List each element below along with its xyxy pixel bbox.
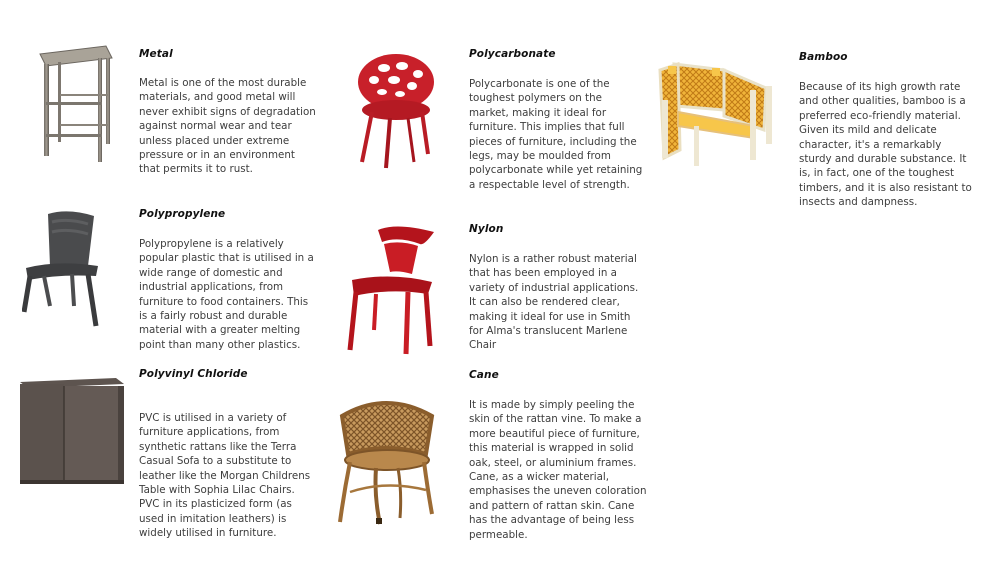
material-title: Bamboo: [799, 51, 848, 63]
material-description: Polycarbonate is one of the toughest polymers on the market, making it ideal for furniture. This implies that full pieces of furniture, including the legs, may be moulded from polycarbonate while yet retaining a respectable level of strength.: [469, 78, 643, 191]
material-description: Because of its high growth rate and other qualities, bamboo is a preferred eco-friendly material. Given its mild and delicate character, it's a remarkably sturdy and durable substance. It is, in fact, one of the toughest timbers, and it is also resistant to insects and dampness.: [799, 81, 972, 209]
material-title: Cane: [469, 369, 499, 381]
nylon-chair-icon: [346, 222, 440, 356]
material-title: Polypropylene: [139, 208, 226, 220]
bamboo-armchair-icon: [654, 60, 778, 170]
polypropylene-chair-icon: [22, 210, 102, 335]
material-description: Metal is one of the most durable materials, and good metal will never exhibit signs of degradation against normal wear and tear unless placed under extreme pressure or in an environment that permits it to rust.: [139, 77, 316, 176]
polycarbonate-chair-icon: [350, 50, 440, 172]
metal-stool-icon: [36, 44, 114, 164]
material-title: Polycarbonate: [469, 48, 556, 60]
material-title: Nylon: [469, 223, 504, 235]
material-description: It is made by simply peeling the skin of the rattan vine. To make a more beautiful piece of furniture, this material is wrapped in solid oak, steel, or aluminium frames. Cane, as a wicker material, emphasises the uneven coloration and pattern of rattan skin. Cane has the advantage of being less permeable.: [469, 399, 647, 541]
material-description: Nylon is a rather robust material that has been employed in a variety of industrial applications. It can also be rendered clear, making it ideal for use in Smith for Alma's translucent Marlene Chair: [469, 253, 639, 352]
material-description: Polypropylene is a relatively popular plastic that is utilised in a wide range of domestic and industrial applications, from furniture to food containers. This is a fairly robust and durable material with a greater melting point than many other plastics.: [139, 238, 314, 351]
material-description: PVC is utilised in a variety of furniture applications, from synthetic rattans like the Terra Casual Sofa to a substitute to leather like the Morgan Childrens Table with Sophia Lilac Chairs. PVC in its plasticized form (as used in imitation leathers) is widely utilised in furniture.: [139, 412, 311, 540]
pvc-cabinet-icon: [18, 376, 128, 488]
material-title: Polyvinyl Chloride: [139, 368, 248, 380]
cane-chair-icon: [336, 396, 438, 526]
material-title: Metal: [139, 48, 173, 60]
